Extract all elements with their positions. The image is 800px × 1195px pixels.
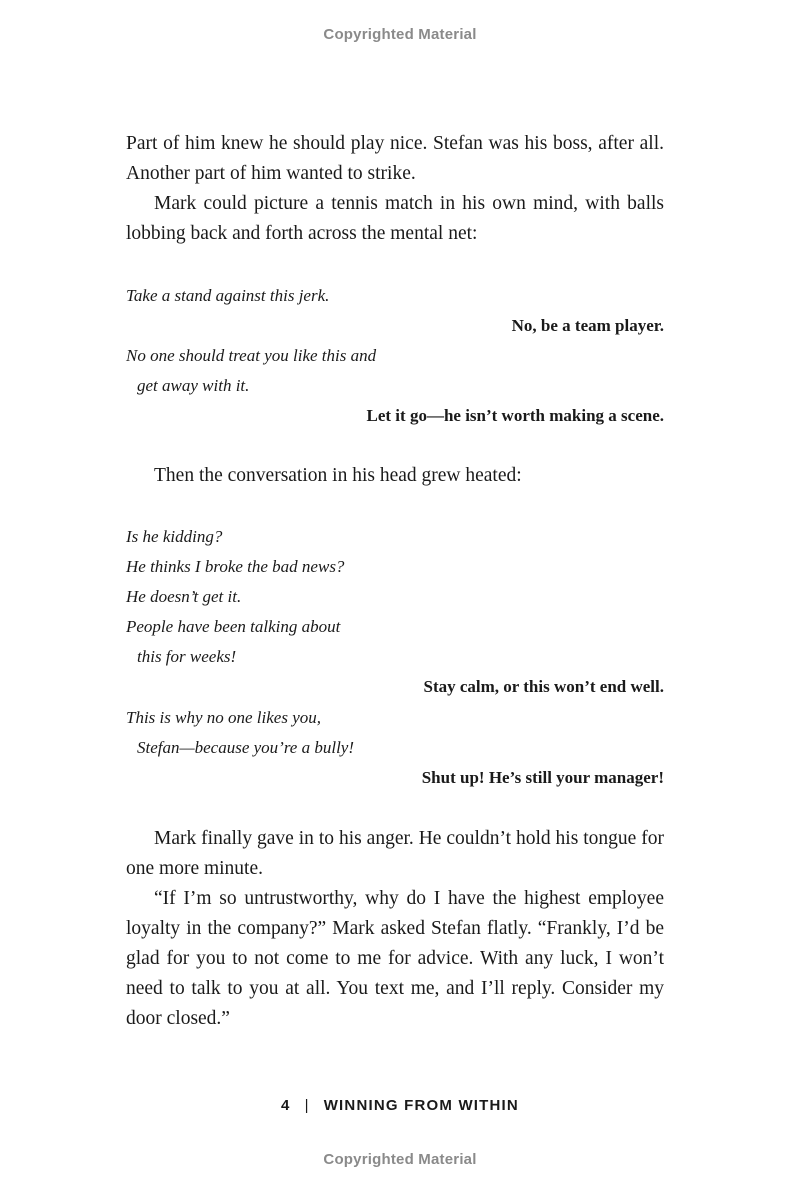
page-number: 4 [281, 1097, 291, 1114]
inner-voice-right: Stay calm, or this won’t end well. [423, 677, 664, 696]
inner-voice-right: No, be a team player. [511, 316, 664, 335]
inner-voice-left: Is he kidding? [126, 527, 223, 546]
inner-voice-left: Take a stand against this jerk. [126, 286, 330, 305]
inner-voice-left-continued: this for weeks! [137, 647, 237, 666]
footer-separator: | [304, 1097, 310, 1114]
watermark-bottom: Copyrighted Material [323, 1151, 477, 1168]
transition-paragraph [126, 461, 664, 491]
inner-voice-left: People have been talking about [126, 617, 341, 636]
closing-paragraphs [126, 824, 664, 1034]
opening-paragraphs [126, 129, 664, 249]
inner-voice-left: He thinks I broke the bad news? [126, 557, 345, 576]
paragraph: Part of him knew he should play nice. Stefan was his boss, after all. Another part of him wanted to strike. [126, 133, 664, 184]
inner-voice-left-continued: Stefan—because you’re a bully! [137, 738, 354, 757]
inner-voice-right: Let it go—he isn’t worth making a scene. [366, 406, 664, 425]
paragraph: Mark could picture a tennis match in his own mind, with balls lobbing back and forth across the mental net: [126, 193, 664, 244]
paragraph: “If I’m so untrustworthy, why do I have the highest employee loyalty in the company?” Mark asked Stefan flatly. “Frankly, I’d be glad for you to not come to me for advice. With any luck, I won’t need to talk to you at all. You text me, and I’ll reply. Consider my door closed.” [126, 888, 664, 1029]
paragraph: Mark finally gave in to his anger. He couldn’t hold his tongue for one more minute. [126, 828, 664, 879]
watermark-top: Copyrighted Material [323, 26, 477, 43]
inner-voice-left-continued: get away with it. [137, 376, 250, 395]
inner-voice-left: This is why no one likes you, [126, 708, 322, 727]
running-title: WINNING FROM WITHIN [323, 1097, 519, 1114]
inner-voice-right: Shut up! He’s still your manager! [421, 768, 664, 787]
inner-voice-left: No one should treat you like this and [126, 346, 377, 365]
page-footer [0, 1097, 800, 1114]
inner-voice-left: He doesn’t get it. [126, 587, 242, 606]
paragraph: Then the conversation in his head grew heated: [154, 465, 522, 486]
